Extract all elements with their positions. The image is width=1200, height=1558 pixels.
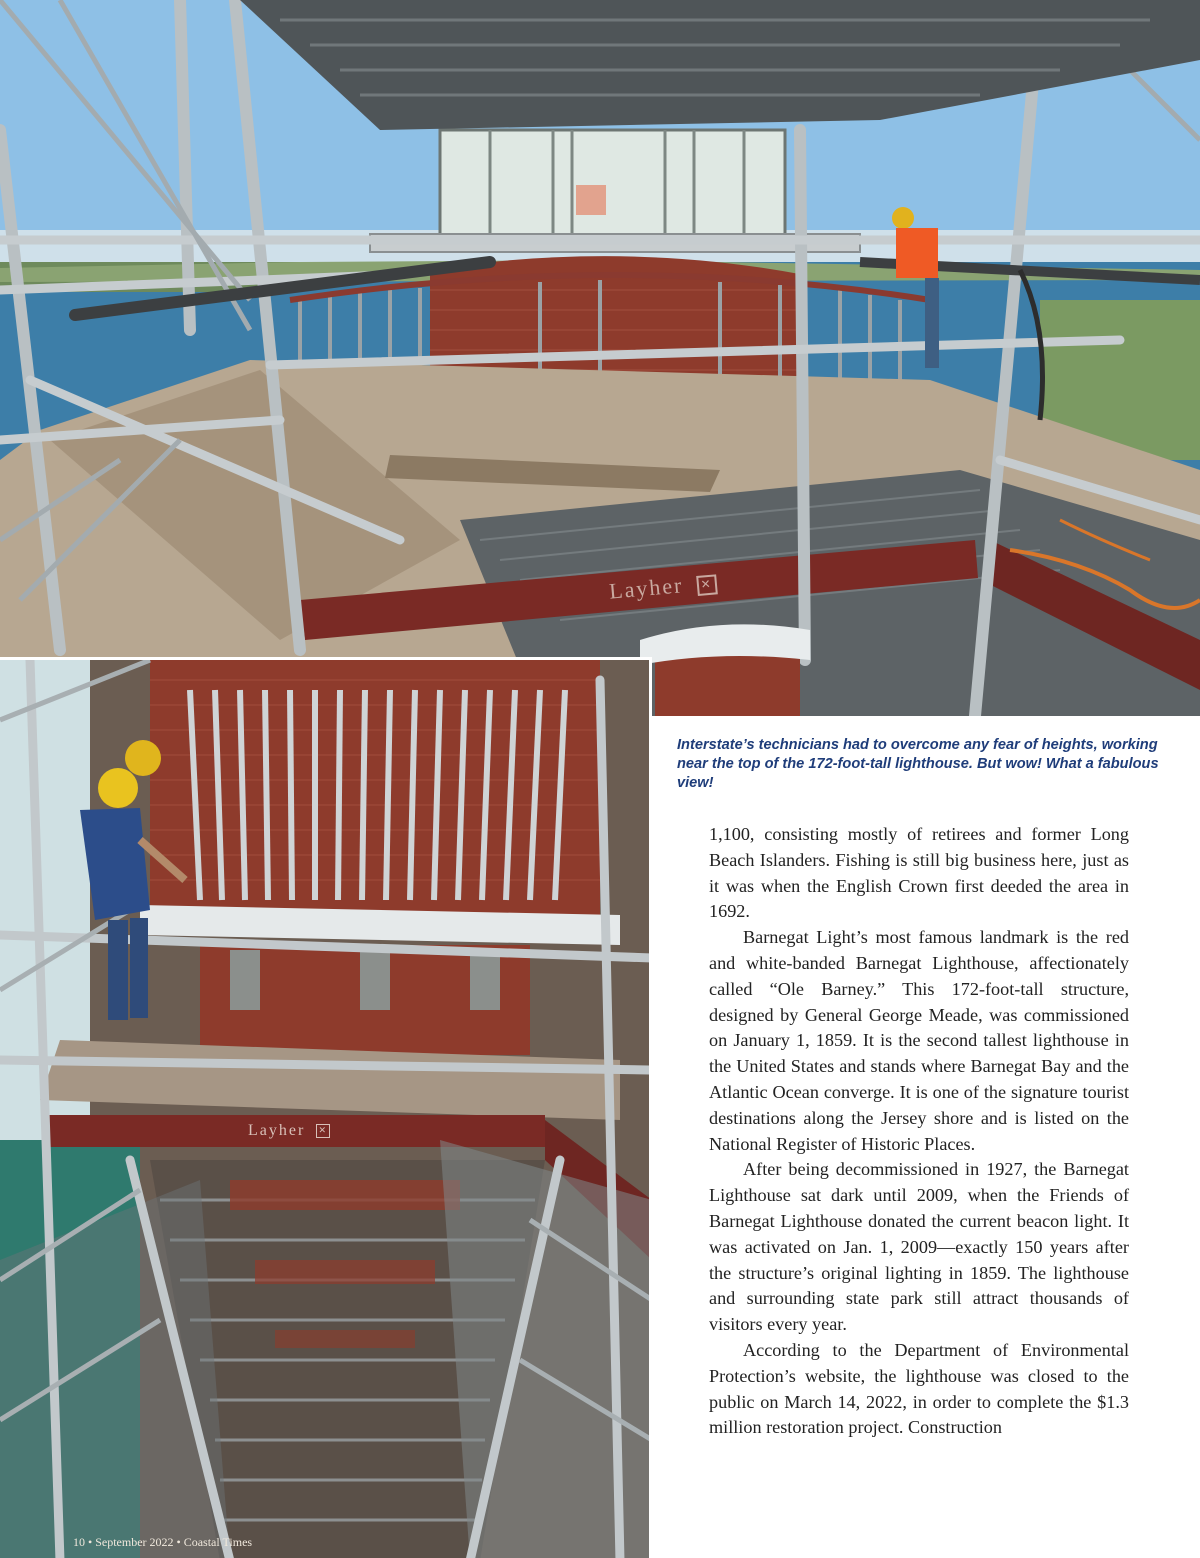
article-paragraph: After being decommissioned in 1927, the Barnegat Lighthouse sat dark until 2009, when the Friends of Barnegat Lighthouse donated the current beacon light. It was activated on Jan. 1, 2009—exactly 150 years after the structure’s original lighting in 1859. The lighthouse and surrounding state park still attract thousands of visitors every year. xyxy=(709,1159,1129,1335)
article-paragraph: 1,100, consisting mostly of retirees and former Long Beach Islanders. Fishing is still big business here, just as it was when the English Crown first deeded the area in 1692. xyxy=(709,824,1129,922)
photo-caption: Interstate’s technicians had to overcome any fear of heights, working near the top of the 172-foot-tall lighthouse. But wow! What a fabulous view! xyxy=(677,737,1159,791)
article-body xyxy=(709,822,1129,1441)
scaffolding-lantern-illustration xyxy=(0,0,1200,716)
beam-brand-label-bottom: Layher ✕ xyxy=(248,1122,330,1140)
beam-brand-label-top: Layher ✕ xyxy=(608,569,718,604)
article-paragraph: According to the Department of Environmental Protection’s website, the lighthouse was closed to the public on March 14, 2022, in order to complete the $1.3 million restoration project. Construction xyxy=(709,1339,1129,1438)
scaffolding-lantern-photo xyxy=(0,0,1200,716)
layher-logo-icon: ✕ xyxy=(696,574,718,596)
technicians-scaffold-photo xyxy=(0,657,652,1558)
layher-logo-icon: ✕ xyxy=(316,1124,330,1138)
technicians-scaffold-illustration xyxy=(0,660,652,1558)
article-paragraph: Barnegat Light’s most famous landmark is the red and white-banded Barnegat Lighthouse, affectionately called “Ole Barney.” This 172-foot-tall structure, designed by General George Meade, was commissioned on January 1, 1859. It is the second tallest lighthouse in the United States and stands where Barnegat Bay and the Atlantic Ocean converge. It is one of the signature tourist destinations along the Jersey shore and is listed on the National Register of Historic Places. xyxy=(709,927,1129,1154)
page-folio: 10 • September 2022 • Coastal Times xyxy=(73,1535,253,1549)
